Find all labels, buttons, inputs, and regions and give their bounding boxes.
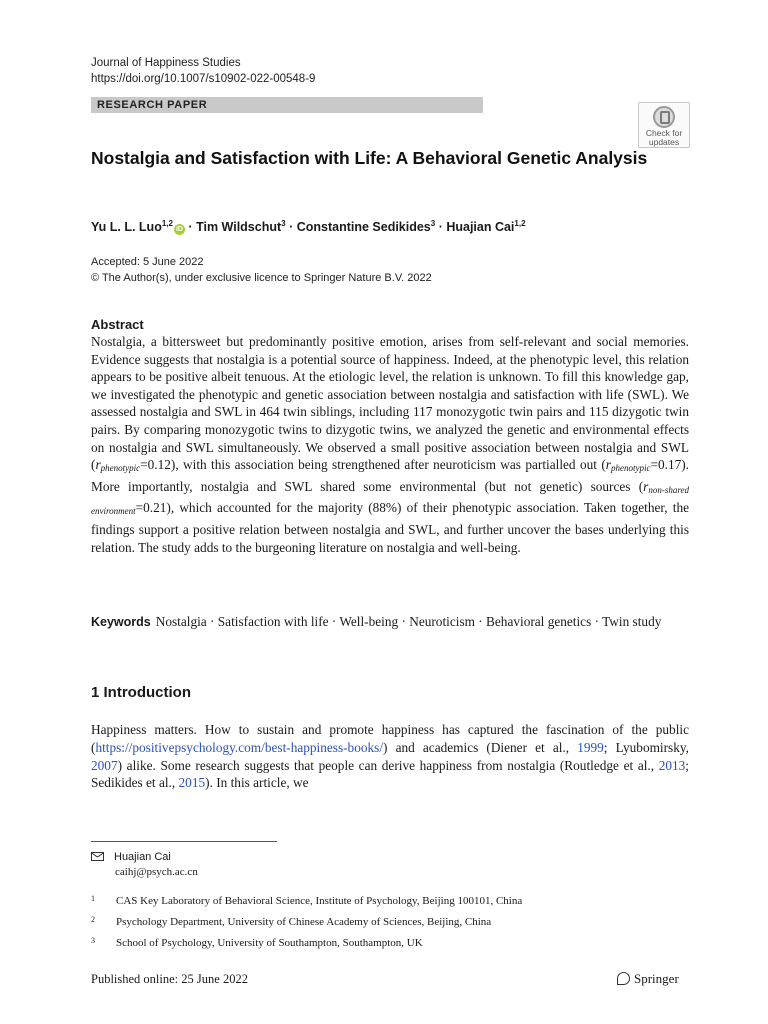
affiliation-text: CAS Key Laboratory of Behavioral Science, Institute of Psychology, Beijing 100101, China — [116, 895, 523, 907]
affiliation-text: School of Psychology, University of Southampton, Southampton, UK — [116, 937, 423, 949]
affiliation-sup: 1,2 — [514, 219, 526, 228]
publisher-name: Springer — [634, 971, 679, 986]
publisher-logo — [617, 971, 679, 987]
article-type-ribbon — [91, 97, 483, 113]
author-separator: · — [435, 220, 447, 234]
article-title: Nostalgia and Satisfaction with Life: A Behavioral Genetic Analysis — [91, 148, 648, 168]
intro-part: ). In this article, we — [205, 775, 309, 791]
abstract-text — [91, 333, 689, 556]
abstract-part: =0.17). More importantly, nostalgia and SWL shared some environmental (but not genetic) sources ( — [91, 457, 689, 494]
affiliation-sup: 1,2 — [161, 219, 173, 228]
footnote-divider — [91, 841, 277, 842]
intro-part: ) alike. Some research suggests that people can derive happiness from nostalgia (Routledge et al., — [117, 757, 659, 773]
author-name[interactable]: Yu L. L. Luo — [91, 220, 162, 234]
journal-name: Journal of Happiness Studies — [91, 57, 241, 69]
author-list — [91, 215, 526, 236]
stat-symbol: r — [605, 457, 611, 473]
affiliation-number: 3 — [91, 936, 95, 945]
published-date: Published online: 25 June 2022 — [91, 972, 248, 986]
keywords-label: Keywords — [91, 615, 151, 629]
affiliation — [91, 892, 522, 908]
corresponding-email[interactable]: caihj@psych.ac.cn — [115, 866, 198, 878]
keywords-text: Nostalgia · Satisfaction with life · Well-being · Neuroticism · Behavioral genetics · Twin study — [155, 614, 662, 629]
happiness-books-link[interactable]: https://positivepsychology.com/best-happiness-books/ — [95, 739, 384, 755]
envelope-icon — [91, 852, 104, 861]
intro-part: ; Lyubomirsky, — [603, 739, 689, 755]
intro-part: ) and academics (Diener et al., — [383, 739, 578, 755]
author-name[interactable]: Constantine Sedikides — [296, 220, 431, 234]
author-separator: · — [184, 220, 197, 234]
section-heading-introduction: 1 Introduction — [91, 684, 191, 701]
affiliation-text: Psychology Department, University of Chinese Academy of Sciences, Beijing, China — [116, 916, 492, 928]
citation-link[interactable]: 1999 — [577, 739, 604, 755]
springer-horse-icon — [617, 972, 630, 985]
orcid-icon[interactable]: iD — [175, 226, 183, 233]
author-name[interactable]: Tim Wildschut — [196, 220, 282, 234]
affiliation-number: 1 — [91, 894, 95, 903]
abstract-heading: Abstract — [91, 317, 144, 332]
corresponding-author — [91, 850, 198, 880]
article-type-label: RESEARCH PAPER — [97, 99, 208, 111]
keywords — [91, 613, 689, 632]
stat-subscript: non-shared environment — [91, 484, 689, 517]
affiliation — [91, 913, 491, 929]
abstract-part: Nostalgia, a bittersweet but predominantly positive emotion, arises from self-relevant and social memories. Evidence suggests that nostalgia is a potential source of happiness. Indeed, at the phenotypic level, this relation appears to be positive albeit tenuous. At the etiologic level, the relation is unknown. To fill this knowledge gap, we investigated the phenotypic and genetic association between nostalgia and satisfaction with life (SWL). We assessed nostalgia and SWL in 464 twin siblings, including 117 monozygotic twin pairs and 115 dizygotic twin pairs. By comparing monozygotic twins to dizygotic twins, we analyzed the genetic and environmental effects on nostalgia and SWL simultaneously. We observed a small positive association between nostalgia and SWL ( — [91, 334, 689, 473]
corresponding-name: Huajian Cai — [114, 851, 171, 863]
journal-header — [91, 55, 315, 87]
citation-link[interactable]: 2015 — [178, 775, 206, 791]
stat-symbol: r — [643, 478, 649, 494]
accepted-date: Accepted: 5 June 2022 — [91, 256, 204, 268]
check-for-updates-badge[interactable] — [638, 102, 690, 148]
author-separator: · — [285, 220, 297, 234]
stat-symbol: r — [95, 457, 101, 473]
affiliation — [91, 934, 423, 950]
affiliation-number: 2 — [91, 915, 95, 924]
abstract-part: =0.12), with this association being strengthened after neuroticism was partialled out ( — [140, 457, 606, 473]
affiliation-sup: 3 — [430, 219, 436, 228]
introduction-text — [91, 721, 689, 792]
affiliation-sup: 3 — [281, 219, 286, 228]
intro-part: Happiness matters. How to sustain and promote happiness has captured the fascination of the public ( — [91, 722, 689, 755]
citation-link[interactable]: 2013 — [658, 757, 686, 773]
copyright-line: © The Author(s), under exclusive licence to Springer Nature B.V. 2022 — [91, 272, 432, 284]
citation-link[interactable]: 2007 — [91, 757, 118, 773]
stat-subscript: phenotypic — [100, 463, 141, 474]
bookmark-icon — [653, 106, 675, 128]
doi-link[interactable]: https://doi.org/10.1007/s10902-022-00548-9 — [91, 73, 316, 85]
article-history — [91, 254, 432, 286]
stat-subscript: phenotypic — [610, 463, 651, 474]
intro-part: ; Sedikides et al., — [91, 757, 689, 791]
abstract-part: =0.21), which accounted for the majority (88%) of their phenotypic association. Taken together, the findings support a positive relation between nostalgia and SWL, and further uncover the bases underlying this relation. The study adds to the burgeoning literature on nostalgia and well-being. — [91, 500, 689, 555]
author-name[interactable]: Huajian Cai — [446, 220, 515, 234]
check-for-updates-label: Check for updates — [645, 128, 683, 147]
